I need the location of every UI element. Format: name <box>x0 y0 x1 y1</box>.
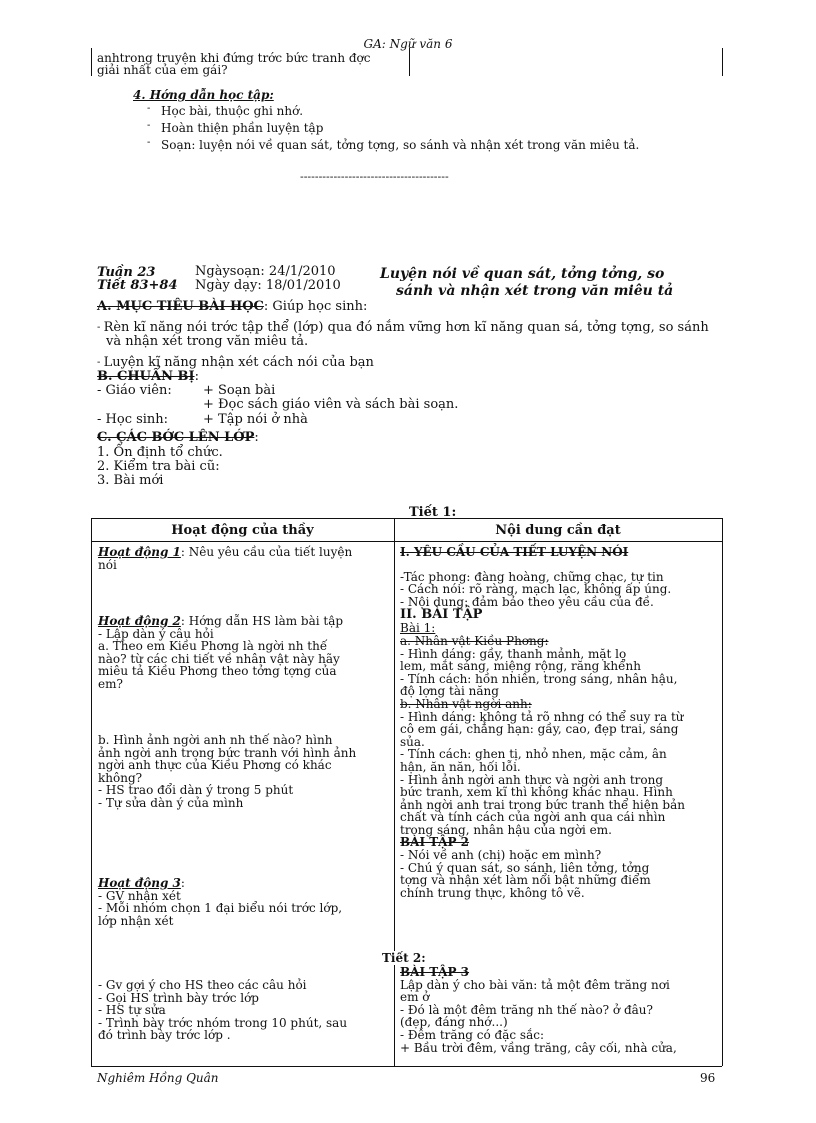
prep-colon: : <box>194 369 199 384</box>
req-heading: I. YÊU CẦU CỦA TIẾT LUYỆN NÓI <box>400 545 629 559</box>
table-header-border <box>91 541 722 542</box>
procedure-step: 2. Kiểm tra bài cũ: <box>97 459 220 474</box>
right-ex3 <box>400 966 716 1054</box>
running-header: GA: Ngữ văn 6 <box>363 37 453 51</box>
table-border-mid <box>409 48 410 76</box>
ex3-line: - Đó là một đêm trăng nh thế nào? ở đâu? <box>400 1002 653 1017</box>
table-border-left <box>91 48 92 76</box>
act2-line: em? <box>98 676 123 691</box>
ex1b-label: b. Nhân vật ngời anh: <box>400 696 532 711</box>
ex1b-line: bức tranh, xem kĩ thì không khác nhau. Hình <box>400 785 673 800</box>
ex2-line: - Chú ý quan sát, so sánh, liên tởng, tởng <box>400 860 650 875</box>
p2-line: đó trình bày trớc lớp . <box>98 1028 231 1043</box>
objective-item-2: - Luyện kĩ năng nhận xét cách nói của bạn <box>97 355 374 370</box>
ex2-line: chính trung thực, không tô vẽ. <box>400 885 585 900</box>
procedure-heading: C. CÁC BỚC LÊN LỚP <box>97 430 255 445</box>
act2-label: Hoạt động 2 <box>98 614 181 628</box>
act3-line: - Mỗi nhóm chọn 1 đại biểu nói trớc lớp, <box>98 901 343 916</box>
procedure-step: 1. Ổn định tổ chức. <box>97 445 223 460</box>
ex1b-line: hận, ăn năn, hối lỗi. <box>400 759 521 774</box>
lesson-title-line-2: sánh và nhận xét trong văn miêu tả <box>396 283 674 299</box>
b-line: không? <box>98 770 143 785</box>
req-line: - Cách nói: rõ ràng, mạch lạc, không ấp úng. <box>400 582 672 597</box>
act2-line: nào? từ các chi tiết về nhân vật này hãy <box>98 651 340 666</box>
homework-item: - Hoàn thiện phần luyện tập <box>147 121 639 135</box>
week-label: Tuần 23 <box>97 265 156 280</box>
ex1b-line: trong sáng, nhân hậu của ngời em. <box>400 822 612 837</box>
prep-heading-row <box>97 370 199 384</box>
ex1a-line: - Tính cách: hồn nhiên, trong sáng, nhân hậu, <box>400 671 678 686</box>
right-requirements <box>400 546 716 899</box>
objective-text: Rèn kĩ năng nói trớc tập thể (lớp) qua đó nắm vững hơn kĩ năng quan sá, tởng tợng, so sánh <box>103 320 709 335</box>
ex1b-line: cô em gái, chẳng hạn: gầy, cao, đẹp trai, sáng <box>400 722 679 737</box>
p2-line: - Trình bày trớc nhóm trong 10 phút, sau <box>98 1015 348 1030</box>
separator: ---------------------------------------- <box>300 170 449 183</box>
ex2-heading: BÀI TẬP 2 <box>400 835 470 850</box>
b-line: - Tự sửa dàn ý của mình <box>98 795 244 810</box>
b-line: - HS trao đổi dàn ý trong 5 phút <box>98 783 294 798</box>
homework-list <box>147 104 639 155</box>
act2-line: miêu tả Kiều Phơng theo tởng tợng của <box>98 664 337 679</box>
left-period2 <box>98 979 388 1042</box>
fragment-line-1: anhtrong truyện khi đứng trớc bức tranh đợc <box>97 51 371 65</box>
table-border-mid <box>394 518 395 1066</box>
homework-heading: 4. Hớng dẫn học tập: <box>133 88 274 102</box>
ex2-line: - Nói về anh (chị) hoặc em mình? <box>400 848 602 863</box>
p2-line: - Gv gợi ý cho HS theo các câu hỏi <box>98 978 307 992</box>
ex1b-line: sủa. <box>400 734 425 749</box>
exercises-heading: II. BÀI TẬP <box>400 607 483 623</box>
ex1a-label: a. Nhân vật Kiều Phơng: <box>400 633 549 648</box>
left-act2 <box>98 615 388 691</box>
left-act3 <box>98 877 388 927</box>
col-header-content: Nội dung cần đạt <box>495 523 621 538</box>
objective-item-1: - Rèn kĩ năng nói trớc tập thể (lớp) qua đó nắm vững hơn kĩ năng quan sá, tởng tợng, so sánh <box>97 320 709 335</box>
procedure-step: 3. Bài mới <box>97 473 164 488</box>
ex3-line: em ở <box>400 990 430 1005</box>
ex1b-line: - Hình dáng: không tả rõ nhng có thể suy ra từ <box>400 709 684 724</box>
ex1a-line: độ lợng tài năng <box>400 684 499 699</box>
act1-text: : Nêu yêu cầu của tiết luyện <box>180 545 353 559</box>
ex1a-line: lem, mắt sáng, miệng rộng, răng khểnh <box>400 659 641 674</box>
act3-label: Hoạt động 3 <box>98 876 181 890</box>
b-line: b. Hình ảnh ngời anh nh thế nào? hình <box>98 733 333 747</box>
left-b <box>98 734 388 810</box>
table-top-border <box>91 518 722 519</box>
homework-item: - Soạn: luyện nói về quan sát, tởng tợng, so sánh và nhận xét trong văn miêu tả. <box>147 138 639 152</box>
period-2-label: Tiết 2: <box>382 951 426 965</box>
teacher-item: + Đọc sách giáo viên và sách bài soạn. <box>203 397 459 412</box>
teacher-item: + Soạn bài <box>203 383 276 398</box>
prep-date: Ngàysoạn: 24/1/2010 <box>195 264 336 279</box>
act1-text-2: nói <box>98 557 117 572</box>
ex3-line: Lập dàn ý cho bài văn: tả một đêm trăng nơi <box>400 977 670 992</box>
ex1a-line: - Hình dáng: gầy, thanh mảnh, mặt lọ <box>400 646 627 661</box>
fragment-line-2: giải nhất của em gái? <box>97 63 228 77</box>
objective-item-1-cont: và nhận xét trong văn miêu tả. <box>106 334 309 349</box>
act3-colon: : <box>180 876 185 890</box>
objective-text: Luyện kĩ năng nhận xét cách nói của bạn <box>103 355 374 370</box>
teach-date: Ngày dạy: 18/01/2010 <box>195 278 341 293</box>
ex3-line: + Bầu trời đêm, vầng trăng, cây cối, nhà cửa, <box>400 1040 677 1055</box>
footer-rule <box>91 1066 722 1067</box>
homework-item: - Học bài, thuộc ghi nhớ. <box>147 104 639 118</box>
left-act1 <box>98 546 388 571</box>
page-number: 96 <box>700 1071 716 1085</box>
period-label: Tiết 83+84 <box>97 278 178 293</box>
b-line: ảnh ngời anh trong bức tranh với hình ảnh <box>98 745 357 760</box>
teacher-label: - Giáo viên: <box>97 383 172 398</box>
ex3-heading: BÀI TẬP 3 <box>400 965 470 979</box>
ex1b-line: chất và tính cách của ngời anh qua cái nhìn <box>400 810 666 825</box>
student-item: + Tập nói ở nhà <box>203 412 308 427</box>
act2-line: - Lập dàn ý câu hỏi <box>98 626 214 641</box>
act1-label: Hoạt động 1 <box>98 545 181 559</box>
act2-line: a. Theo em Kiều Phơng là ngời nh thế <box>98 639 328 654</box>
table-border-left <box>91 518 92 1066</box>
objectives-lead: : Giúp học sinh: <box>263 299 368 314</box>
act2-text: : Hớng dẫn HS làm bài tập <box>180 614 344 628</box>
prep-heading: B. CHUẨN BỊ <box>97 369 195 384</box>
objectives-heading: A. MỤC TIÊU BÀI HỌC <box>97 299 264 314</box>
p2-line: - Gọi HS trình bày trớc lớp <box>98 990 259 1005</box>
lesson-title-line-1: Luyện nói về quan sát, tởng tởng, so <box>380 266 665 282</box>
table-border-right <box>722 518 723 1066</box>
ex3-line: - Đêm trăng có đặc sắc: <box>400 1027 544 1042</box>
col-header-teacher: Hoạt động của thầy <box>171 523 314 538</box>
objectives-heading-row <box>97 300 367 314</box>
b-line: ngời anh thực của Kiều Phơng có khác <box>98 758 332 773</box>
ex1-label: Bài 1: <box>400 621 436 636</box>
ex1b-line: - Hình ảnh ngời anh thực và ngời anh trong <box>400 772 664 787</box>
ex1b-line: - Tính cách: ghen tị, nhỏ nhen, mặc cảm, ân <box>400 747 667 762</box>
footer-author: Nghiêm Hồng Quân <box>97 1071 219 1085</box>
procedure-heading-row <box>97 431 259 445</box>
ex1b-line: ảnh ngời anh trai trong bức tranh thể hiện bản <box>400 797 685 812</box>
table-border-right <box>722 48 723 76</box>
student-label: - Học sinh: <box>97 412 169 427</box>
procedure-colon: : <box>254 430 259 445</box>
req-line: -Tác phong: đàng hoàng, chững chạc, tự tin <box>400 569 664 584</box>
act3-line: - GV nhận xét <box>98 888 181 903</box>
req-line: - Nội dung: đảm bảo theo yêu cầu của đề. <box>400 594 654 609</box>
period-1-label: Tiết 1: <box>409 505 457 520</box>
p2-line: - HS tự sửa <box>98 1003 166 1018</box>
ex2-line: tợng và nhận xét làm nổi bật những điểm <box>400 873 651 888</box>
ex3-line: (đẹp, đáng nhớ...) <box>400 1015 508 1030</box>
act3-line: lớp nhận xét <box>98 913 174 928</box>
